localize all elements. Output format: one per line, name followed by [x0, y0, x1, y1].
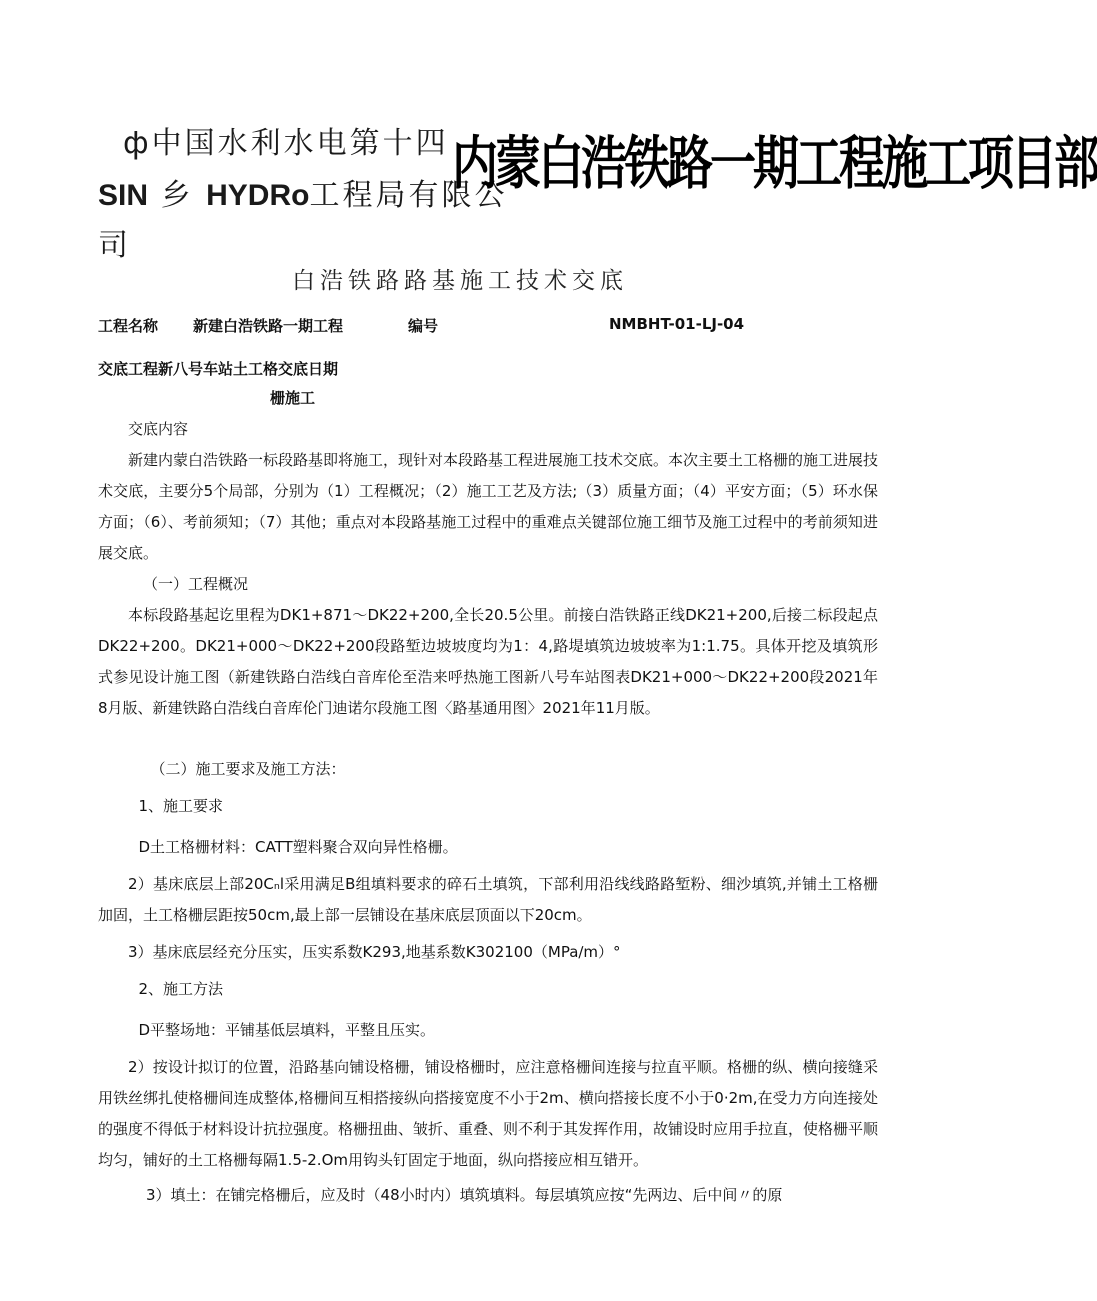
- paragraph-project-overview: 本标段路基起讫里程为DK1+871～DK22+200,全长20.5公里。前接白浩铁路正线DK21+200,后接二标段起点DK22+200。DK21+000～DK22+200段路堑边坡坡度均为1：4,路堤填筑边坡坡率为1:1.75。具体开挖及填筑形式参见设计施工图（新建铁路白浩线白音库伦至浩来呼热施工图新八号车站图表DK21+000～DK22+200段2021年8月版、新建铁路白浩线白音库伦门迪诺尔段施工图〈路基通用图〉2021年11月版。: [98, 606, 878, 717]
- disclosure-content-part-2: [98, 754, 878, 1211]
- code-label: 编号: [408, 317, 439, 335]
- paragraph-req-3: 3）基床底层经充分压实，压实系数K293,地基系数K302100（MPa∕m）°: [128, 943, 621, 961]
- paragraph-intro: 新建内蒙白浩铁路一标段路基即将施工，现针对本段路基工程进展施工技术交底。本次主要土工格栅的施工进展技术交底，主要分5个局部，分别为（1）工程概况；（2）施工工艺及方法;（3）质量方面；（4）平安方面；（5）环水保方面；（6）、考前须知；（7）其他；重点对本段路基施工过程中的重难点关键部位施工细节及施工过程中的考前须知进展交底。: [98, 451, 879, 562]
- project-name-label: 工程名称: [98, 317, 159, 335]
- paragraph-method-3: 3）填土：在铺完格栅后，应及时（48小时内）填筑填料。每层填筑应按“先两边、后中间〃的原: [146, 1186, 783, 1204]
- company-cjk-xiang: 乡: [160, 178, 194, 213]
- company-name-line-1: ф中国水利水电第十四: [123, 126, 449, 161]
- paragraph-section-1-heading: （一）工程概况: [143, 575, 249, 593]
- company-name-line-3: 司: [98, 228, 131, 263]
- disclosure-project-line-2: 栅施工: [270, 389, 316, 407]
- paragraph-req-1: D土工格栅材料：CATT塑料聚合双向异性格栅。: [138, 838, 458, 856]
- paragraph-method-1: D平整场地：平铺基低层填料，平整且压实。: [138, 1021, 436, 1039]
- company-cjk-bureau: 工程局有限公: [309, 178, 508, 213]
- disclosure-content-part-1: [98, 414, 878, 724]
- project-department-title: 内蒙白浩铁路一期工程施工项目部: [452, 129, 1097, 197]
- paragraph-req-2: 2）基床底层上部20Cₙl采用满足B组填料要求的碎石土填筑，下部利用沿线线路路堑粉、细沙填筑,并铺土工格栅加固，土工格栅层距按50cm,最上部一层铺设在基床底层顶面以下20cm。: [98, 875, 878, 924]
- company-latin-hydro: HYDRo: [206, 179, 310, 212]
- paragraph-subsection-methods: 2、施工方法: [138, 980, 224, 998]
- project-name-value: 新建白浩铁路一期工程: [193, 317, 344, 335]
- paragraph-section-2-heading: （二）施工要求及施工方法：: [150, 760, 346, 778]
- paragraph-content-heading: 交底内容: [128, 420, 189, 438]
- paragraph-subsection-requirements: 1、施工要求: [138, 797, 224, 815]
- code-value: NMBHT-01-LJ-04: [609, 315, 745, 333]
- company-name-line-2: [98, 170, 507, 214]
- disclosure-project-line-1: 交底工程新八号车站土工格交底日期: [98, 360, 339, 378]
- document-title: 白浩铁路路基施工技术交底: [292, 268, 628, 294]
- company-latin-sin: SIN: [98, 179, 149, 212]
- paragraph-method-2: 2）按设计拟订的位置，沿路基向铺设格栅，铺设格栅时，应注意格栅间连接与拉直平顺。格栅的纵、横向接缝采用铁丝绑扎使格栅间连成整体,格栅间互相搭接纵向搭接宽度不小于2m、横向搭接长度不小于0·2m,在受力方向连接处的强度不得低于材料设计抗拉强度。格栅扭曲、皱折、重叠、则不利于其发挥作用，故铺设时应用手拉直，使格栅平顺均匀，铺好的土工格栅每隔1.5-2.Om用钩头钉固定于地面，纵向搭接应相互错开。: [98, 1058, 879, 1169]
